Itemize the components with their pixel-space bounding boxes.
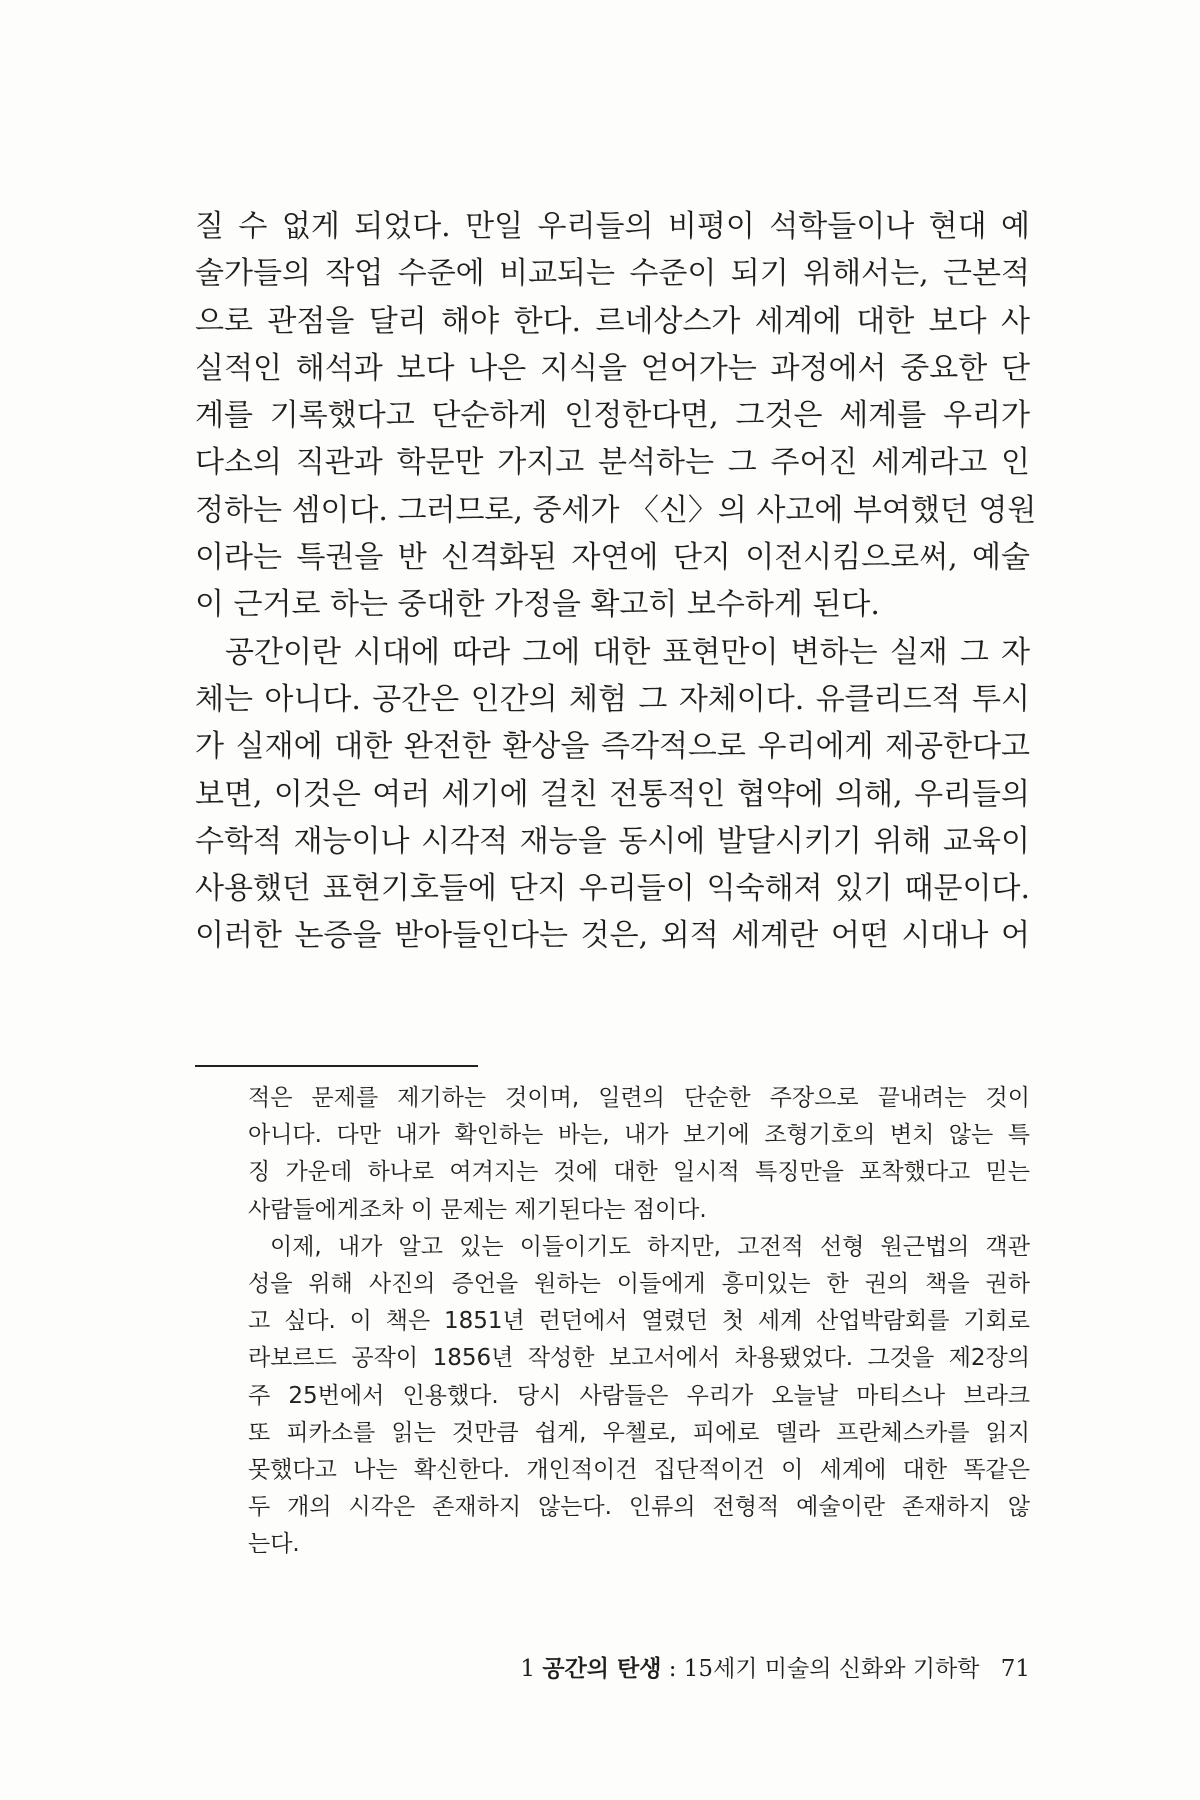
footnote-line: 못했다고 나는 확신한다. 개인적이건 집단적이건 이 세계에 대한 똑같은: [248, 1456, 1030, 1483]
chapter-title: 공간의 탄생: [542, 1655, 662, 1682]
title-separator: :: [661, 1656, 684, 1682]
footnote-line: 라보르드 공작이 1856년 작성한 보고서에서 차용됐었다. 그것을 제2장의: [248, 1345, 1030, 1372]
footnote-line: 주 25번에서 인용했다. 당시 사람들은 우리가 오늘날 마티스나 브라크: [248, 1382, 1030, 1409]
footnote-line: 성을 위해 사진의 증언을 원하는 이들에게 흥미있는 한 권의 책을 권하: [248, 1270, 1030, 1297]
body-line: 이라는 특권을 반 신격화된 자연에 단지 이전시킴으로써, 예술: [195, 540, 1030, 576]
footnote-line: 징 가운데 하나로 여겨지는 것에 대한 일시적 특징만을 포착했다고 믿는: [248, 1159, 1030, 1186]
body-line: 체는 아니다. 공간은 인간의 체험 그 자체이다. 유클리드적 투시: [195, 681, 1030, 717]
body-line: 다소의 직관과 학문만 가지고 분석하는 그 주어진 세계라고 인: [195, 445, 1030, 481]
body-line: 계를 기록했다고 단순하게 인정한다면, 그것은 세계를 우리가: [195, 398, 1030, 434]
chapter-subtitle: 15세기 미술의 신화와 기하학: [683, 1656, 980, 1682]
body-line: 실적인 해석과 보다 나은 지식을 얻어가는 과정에서 중요한 단: [195, 350, 1030, 386]
chapter-number: 1: [520, 1656, 535, 1682]
footnote-line: 적은 문제를 제기하는 것이며, 일련의 단순한 주장으로 끝내려는 것이: [248, 1085, 1030, 1111]
body-line: 보면, 이것은 여러 세기에 걸친 전통적인 협약에 의해, 우리들의: [195, 776, 1030, 812]
body-line: 이 근거로 하는 중대한 가정을 확고히 보수하게 된다.: [195, 587, 880, 623]
body-line: 술가들의 작업 수준에 비교되는 수준이 되기 위해서는, 근본적: [195, 256, 1030, 292]
footnote-line: 는다.: [248, 1531, 300, 1558]
running-footer: [470, 1650, 1030, 1683]
footnote-line: 이제, 내가 알고 있는 이들이기도 하지만, 고전적 선형 원근법의 객관: [270, 1233, 1030, 1260]
footnote-line: 사람들에게조차 이 문제는 제기된다는 점이다.: [248, 1196, 707, 1223]
body-line: 가 실재에 대한 완전한 환상을 즉각적으로 우리에게 제공한다고: [195, 729, 1030, 765]
footnote-line: 고 싶다. 이 책은 1851년 런던에서 열렸던 첫 세계 산업박람회를 기회로: [248, 1308, 1030, 1335]
footnote-line: 또 피카소를 읽는 것만큼 쉽게, 우첼로, 피에로 델라 프란체스카를 읽지: [248, 1419, 1030, 1446]
body-line: 정하는 셈이다. 그러므로, 중세가 〈신〉의 사고에 부여했던 영원: [195, 492, 1037, 528]
body-line: 질 수 없게 되었다. 만일 우리들의 비평이 석학들이나 현대 예: [195, 209, 1030, 244]
body-text: [195, 203, 1037, 960]
footnote-line: 두 개의 시각은 존재하지 않는다. 인류의 전형적 예술이란 존재하지 않: [248, 1494, 1030, 1521]
page-number: 71: [1000, 1656, 1030, 1682]
body-line: 수학적 재능이나 시각적 재능을 동시에 발달시키기 위해 교육이: [195, 823, 1030, 859]
body-line: 이러한 논증을 받아들인다는 것은, 외적 세계란 어떤 시대나 어: [195, 918, 1030, 954]
footnote-line: 아니다. 다만 내가 확인하는 바는, 내가 보기에 조형기호의 변치 않는 특: [248, 1122, 1030, 1149]
body-line: 공간이란 시대에 따라 그에 대한 표현만이 변하는 실재 그 자: [225, 634, 1030, 670]
footnote-text: [248, 1080, 1030, 1563]
body-line: 사용했던 표현기호들에 단지 우리들이 익숙해져 있기 때문이다.: [195, 871, 1030, 907]
body-line: 으로 관점을 달리 해야 한다. 르네상스가 세계에 대한 보다 사: [195, 303, 1030, 339]
footnote-divider: [195, 1065, 478, 1067]
